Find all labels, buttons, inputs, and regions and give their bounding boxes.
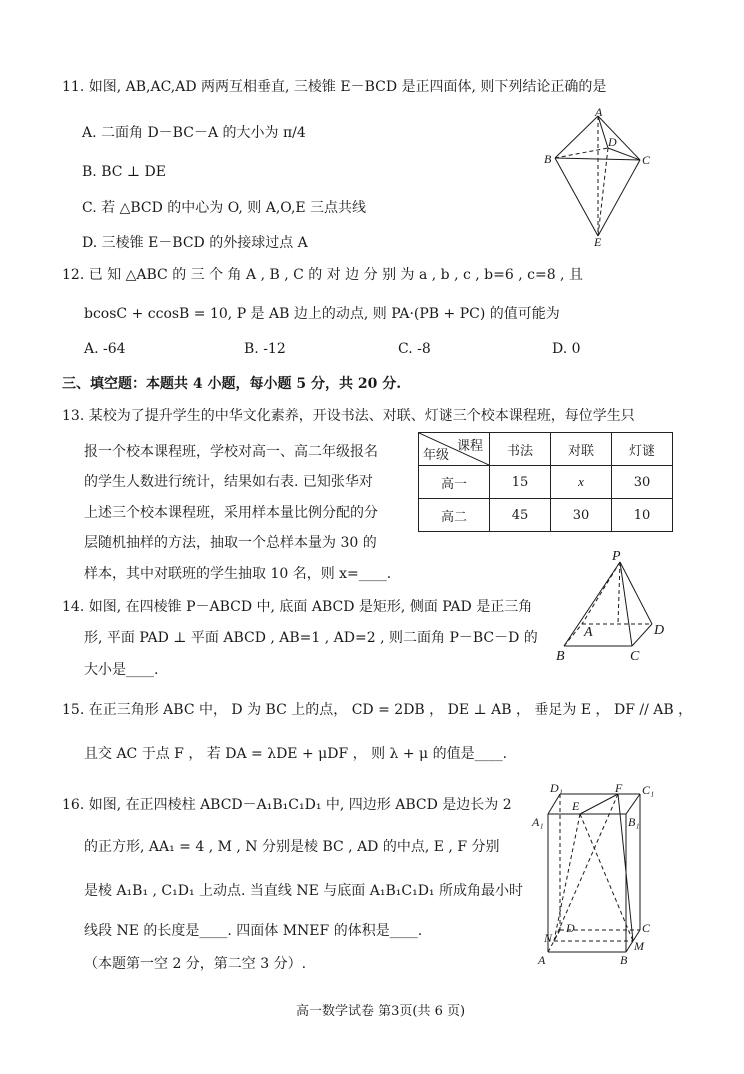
table-header: 对联 bbox=[551, 433, 612, 466]
table-cell: 10 bbox=[612, 499, 673, 532]
q13-table bbox=[418, 432, 673, 532]
q11-option-b: B. BC ⊥ DE bbox=[82, 164, 166, 180]
q11-figure bbox=[540, 108, 660, 248]
q15-line1: 15. 在正三角形 ABC 中， D 为 BC 上的点， CD = 2DB ， DE ⊥ AB ， 垂足为 E ， DF // AB ， bbox=[62, 702, 693, 718]
q11-label-e: E bbox=[594, 235, 602, 248]
q11-label-c: C bbox=[642, 153, 651, 167]
q16-label-e: E bbox=[572, 799, 580, 813]
q16-line3: 是棱 A₁B₁ , C₁D₁ 上动点. 当直线 NE 与底面 A₁B₁C₁D₁ 所成角最小时 bbox=[84, 883, 523, 899]
q11-option-c: C. 若 △BCD 的中心为 O, 则 A,O,E 三点共线 bbox=[82, 200, 367, 216]
section-3-heading: 三、填空题：本题共 4 小题，每小题 5 分，共 20 分. bbox=[62, 376, 402, 392]
table-cell: 30 bbox=[551, 499, 612, 532]
table-row-label: 高二 bbox=[419, 499, 490, 532]
table-cell: x bbox=[551, 466, 612, 499]
q13-line3: 的学生人数进行统计，结果如右表. 已知张华对 bbox=[84, 474, 373, 490]
table-cell: 15 bbox=[490, 466, 551, 499]
table-header: 灯谜 bbox=[612, 433, 673, 466]
q16-label-d1: D₁ bbox=[550, 781, 563, 795]
table-header: 书法 bbox=[490, 433, 551, 466]
q13-line1: 13. 某校为了提升学生的中华文化素养，开设书法、对联、灯谜三个校本课程班，每位学生只 bbox=[62, 408, 635, 424]
q12-option-b: B. -12 bbox=[244, 341, 286, 357]
q13-line6: 样本，其中对联班的学生抽取 10 名，则 x=____. bbox=[84, 566, 392, 582]
q11-label-a: A bbox=[595, 108, 603, 119]
q16-label-b1: B₁ bbox=[628, 815, 640, 829]
q14-label-a: A bbox=[584, 625, 593, 640]
q12-option-d: D. 0 bbox=[552, 341, 581, 357]
table-corner-bottom: 年级 bbox=[423, 448, 450, 463]
q14-figure bbox=[552, 548, 682, 666]
q16-label-c: C bbox=[642, 921, 651, 935]
q16-label-n: N bbox=[544, 931, 553, 945]
q16-line2: 的正方形, AA₁ = 4 , M , N 分别是棱 BC , AD 的中点, E , F 分别 bbox=[84, 839, 500, 855]
q14-label-c: C bbox=[630, 649, 640, 664]
q14-label-b: B bbox=[556, 649, 565, 664]
q12-option-c: C. -8 bbox=[398, 341, 431, 357]
q12-stem: 12. 已 知 △ABC 的 三 个 角 A , B , C 的 对 边 分 别 为 a , b , c , b=6 , c=8 , 且 bbox=[62, 267, 583, 283]
table-corner-top: 课程 bbox=[456, 439, 483, 454]
q15-line2: 且交 AC 于点 F ， 若 DA = λDE + μDF ， 则 λ + μ 的值是____. bbox=[84, 746, 508, 762]
q14-label-d: D bbox=[654, 623, 665, 638]
q11-stem: 11. 如图, AB,AC,AD 两两互相垂直, 三棱锥 E－BCD 是正四面体, 则下列结论正确的是 bbox=[62, 79, 607, 95]
q11-option-d: D. 三棱锥 E－BCD 的外接球过点 A bbox=[82, 235, 308, 251]
q13-line4: 上述三个校本课程班，采用样本量比例分配的分 bbox=[84, 505, 378, 521]
q11-label-d: D bbox=[608, 135, 617, 149]
table-header-row bbox=[419, 433, 673, 466]
table-cell: 30 bbox=[612, 466, 673, 499]
q16-figure bbox=[530, 780, 670, 970]
q14-line2: 形, 平面 PAD ⊥ 平面 ABCD , AB=1 , AD=2 , 则二面角 P－BC－D 的 bbox=[84, 630, 538, 646]
q16-label-c1: C₁ bbox=[642, 783, 655, 797]
q14-line1: 14. 如图, 在四棱锥 P－ABCD 中, 底面 ABCD 是矩形, 侧面 PAD 是正三角 bbox=[62, 599, 533, 615]
q14-line3: 大小是____. bbox=[84, 662, 159, 678]
table-row bbox=[419, 466, 673, 499]
q13-line5: 层随机抽样的方法，抽取一个总样本量为 30 的 bbox=[84, 535, 377, 551]
q16-line4: 线段 NE 的长度是____. 四面体 MNEF 的体积是____. bbox=[84, 923, 423, 939]
q16-label-d: D bbox=[566, 921, 575, 935]
q16-line1: 16. 如图, 在正四棱柱 ABCD－A₁B₁C₁D₁ 中, 四边形 ABCD 是边长为 2 bbox=[62, 797, 512, 813]
q16-label-b: B bbox=[620, 953, 628, 967]
table-cell: 45 bbox=[490, 499, 551, 532]
table-corner-cell bbox=[419, 433, 490, 466]
q16-label-f: F bbox=[615, 781, 623, 795]
q11-option-a: A. 二面角 D－BC－A 的大小为 π/4 bbox=[82, 125, 306, 141]
page-footer: 高一数学试卷 第3页(共 6 页) bbox=[296, 1004, 466, 1019]
q12-option-a: A. -64 bbox=[84, 341, 126, 357]
q11-label-b: B bbox=[544, 152, 552, 166]
q16-label-m: M bbox=[634, 939, 644, 953]
q14-label-p: P bbox=[612, 549, 621, 564]
q16-line5: （本题第一空 2 分，第二空 3 分）. bbox=[84, 956, 307, 972]
q12-line2: bcosC + ccosB = 10, P 是 AB 边上的动点, 则 PA·(PB + PC) 的值可能为 bbox=[84, 306, 560, 322]
q16-label-a: A bbox=[538, 953, 546, 967]
q13-line2: 报一个校本课程班，学校对高一、高二年级报名 bbox=[84, 444, 378, 460]
q16-label-a1: A₁ bbox=[532, 815, 544, 829]
table-row-label: 高一 bbox=[419, 466, 490, 499]
table-row bbox=[419, 499, 673, 532]
